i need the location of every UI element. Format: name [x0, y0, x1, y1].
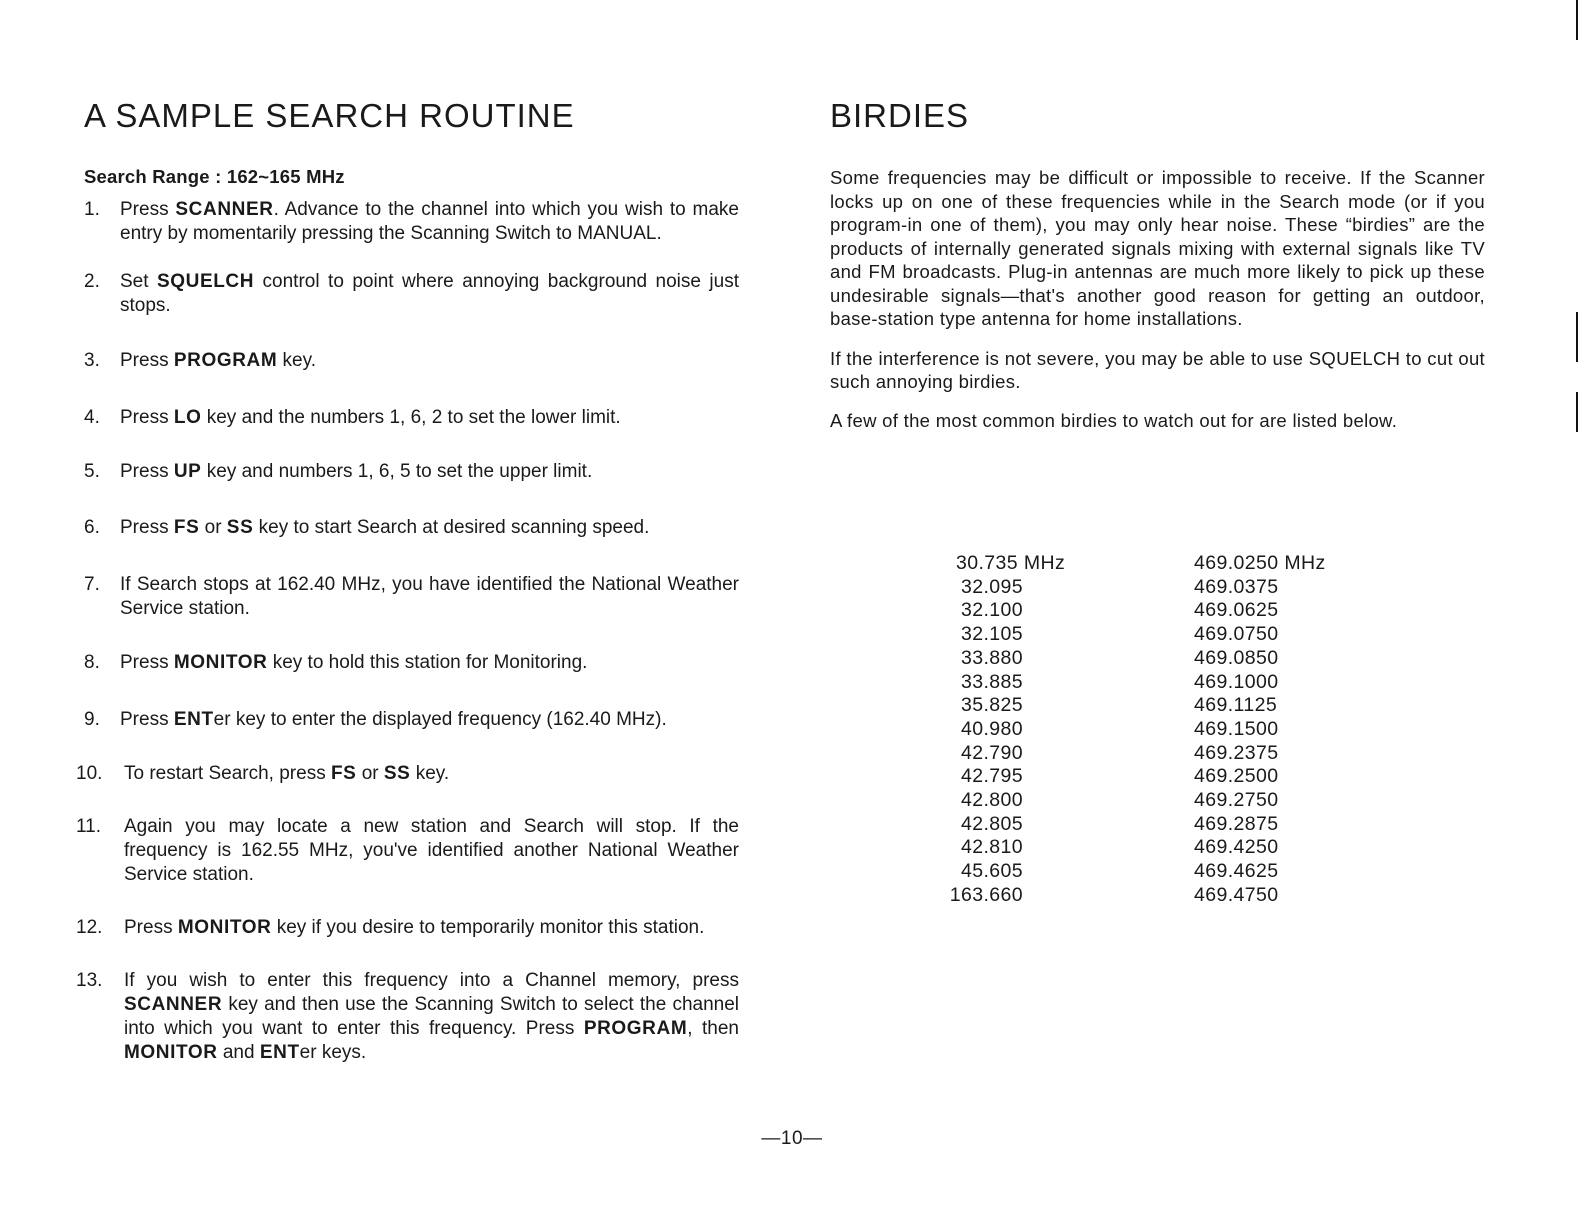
key-name: ENT — [173, 709, 214, 730]
step-number: 13. — [76, 970, 103, 991]
birdie-frequency: 469.0375 — [1194, 575, 1279, 598]
common-birdies-paragraph: A few of the most common birdies to watch out for are listed below. — [830, 409, 1398, 431]
step-item: 10. To restart Search, press FS or SS key. — [76, 763, 450, 784]
key-name: SS — [383, 763, 411, 784]
step-number: 7. — [84, 574, 100, 595]
step-number: 9. — [84, 709, 100, 730]
step-number: 6. — [84, 517, 100, 538]
step-item: 7. If Search stops at 162.40 MHz, you have identified the National Weather Service station. — [84, 574, 739, 619]
step-item: 8. Press MONITOR key to hold this station for Monitoring. — [84, 652, 588, 673]
step-number: 8. — [84, 652, 100, 673]
birdie-frequency: 33.885 — [960, 670, 1023, 693]
birdie-frequency: 469.0250 MHz — [1194, 552, 1326, 574]
birdie-frequency: 40.980 — [960, 717, 1023, 740]
birdie-frequency: 42.790 — [960, 741, 1023, 764]
step-item: 9. Press ENTer key to enter the displayed frequency (162.40 MHz). — [84, 709, 667, 730]
step-item: 5. Press UP key and numbers 1, 6, 5 to set the upper limit. — [84, 461, 593, 482]
page-edge-mark — [1576, 392, 1578, 432]
search-steps-list — [76, 198, 739, 1065]
key-name: ENT — [259, 1042, 300, 1063]
step-number: 1. — [84, 199, 100, 220]
birdie-frequency: 30.735 MHz — [956, 552, 1066, 574]
birdie-frequency: 32.105 — [960, 623, 1023, 646]
step-number: 4. — [84, 407, 100, 428]
birdie-frequency: 32.095 — [960, 575, 1023, 598]
birdie-frequency: 469.1000 — [1194, 670, 1279, 693]
birdies-title: BIRDIES — [830, 97, 970, 134]
key-name: MONITOR — [173, 652, 268, 673]
step-item: 4. Press LO key and the numbers 1, 6, 2 to set the lower limit. — [84, 407, 621, 428]
birdie-frequency: 42.800 — [960, 789, 1023, 812]
step-item: 1. Press SCANNER. Advance to the channel into which you wish to make entry by momentarily pressing the Scanning Switch to MANUAL. — [84, 199, 739, 244]
step-item: 11. Again you may locate a new station and Search will stop. If the frequency is 162.55 MHz, you've identified another National Weather Service station. — [76, 816, 739, 885]
step-item: 6. Press FS or SS key to start Search at desired scanning speed. — [84, 517, 650, 538]
key-name: UP — [173, 461, 202, 482]
key-name: SQUELCH — [156, 271, 255, 292]
key-name: SCANNER — [124, 994, 223, 1015]
birdie-frequency: 45.605 — [960, 860, 1023, 883]
birdie-frequency: 469.4625 — [1194, 860, 1279, 883]
birdie-frequency: 469.1125 — [1194, 694, 1278, 717]
key-name: SCANNER — [175, 199, 274, 220]
key-name: PROGRAM — [583, 1018, 688, 1039]
search-range: Search Range : 162~165 MHz — [84, 166, 345, 187]
search-routine-title: A SAMPLE SEARCH ROUTINE — [84, 97, 575, 134]
birdie-frequency: 469.0625 — [1194, 599, 1279, 622]
key-name: PROGRAM — [173, 350, 278, 371]
birdie-frequency: 42.805 — [960, 812, 1023, 835]
key-name: FS — [173, 517, 200, 538]
birdies-intro-paragraph: Some frequencies may be difficult or impossible to receive. If the Scanner locks up on one of these frequencies while in the Search mode (or if you program-in one of them), you may only hear noise. These “birdies” are the products of internally generated signals mixing with external signals like TV and FM broadcasts. Plug-in antennas are much more likely to pick up these undesirable signals—that's another good reason for getting an outdoor, base-station type antenna for home installations. — [830, 167, 1485, 329]
step-number: 10. — [76, 763, 103, 784]
step-number: 2. — [84, 271, 100, 292]
step-number: 5. — [84, 461, 100, 482]
key-name: LO — [173, 407, 202, 428]
birdie-frequency: 469.0850 — [1194, 646, 1279, 669]
key-name: FS — [330, 763, 357, 784]
birdie-frequency: 469.0750 — [1194, 623, 1279, 646]
birdie-frequency: 42.795 — [960, 765, 1023, 788]
key-name: SS — [226, 517, 254, 538]
birdie-frequency: 469.4250 — [1194, 836, 1279, 859]
search-routine-section — [76, 90, 739, 1065]
birdie-frequency: 32.100 — [960, 599, 1023, 622]
birdie-frequency: 469.4750 — [1194, 883, 1279, 906]
birdie-frequency: 42.810 — [960, 836, 1023, 859]
step-number: 3. — [84, 350, 100, 371]
birdies-section — [830, 90, 1485, 432]
step-item: 2. Set SQUELCH control to point where annoying background noise just stops. — [84, 271, 739, 316]
birdie-frequency: 163.660 — [949, 883, 1023, 906]
birdie-frequency: 35.825 — [960, 694, 1023, 717]
birdie-frequency: 469.1500 — [1194, 717, 1279, 740]
key-name: MONITOR — [177, 917, 272, 938]
key-name: MONITOR — [124, 1042, 218, 1063]
birdies-column-low — [920, 552, 1070, 908]
step-item: 12. Press MONITOR key if you desire to temporarily monitor this station. — [76, 917, 705, 938]
birdie-frequency: 469.2875 — [1194, 812, 1279, 835]
birdie-frequency: 33.880 — [960, 646, 1023, 669]
squelch-paragraph: If the interference is not severe, you may be able to use SQUELCH to cut out such annoying birdies. — [830, 347, 1485, 392]
birdie-frequency: 469.2500 — [1194, 765, 1279, 788]
birdies-column-high — [1194, 552, 1364, 908]
step-number: 12. — [76, 917, 103, 938]
step-item: 3. Press PROGRAM key. — [84, 350, 316, 371]
page-number: —10— — [761, 1128, 823, 1149]
birdie-frequency: 469.2750 — [1194, 789, 1279, 812]
page-edge-mark — [1576, 0, 1578, 40]
birdies-frequency-table — [920, 552, 1370, 922]
step-item: 13. If you wish to enter this frequency into a Channel memory, press SCANNER key and then use the Scanning Switch to select the channel into which you want to enter this frequency. Press PROGRAM, then MONITOR and ENTer keys. — [76, 970, 739, 1063]
birdie-frequency: 469.2375 — [1194, 741, 1279, 764]
step-number: 11. — [76, 816, 102, 837]
page-edge-mark — [1576, 312, 1578, 362]
